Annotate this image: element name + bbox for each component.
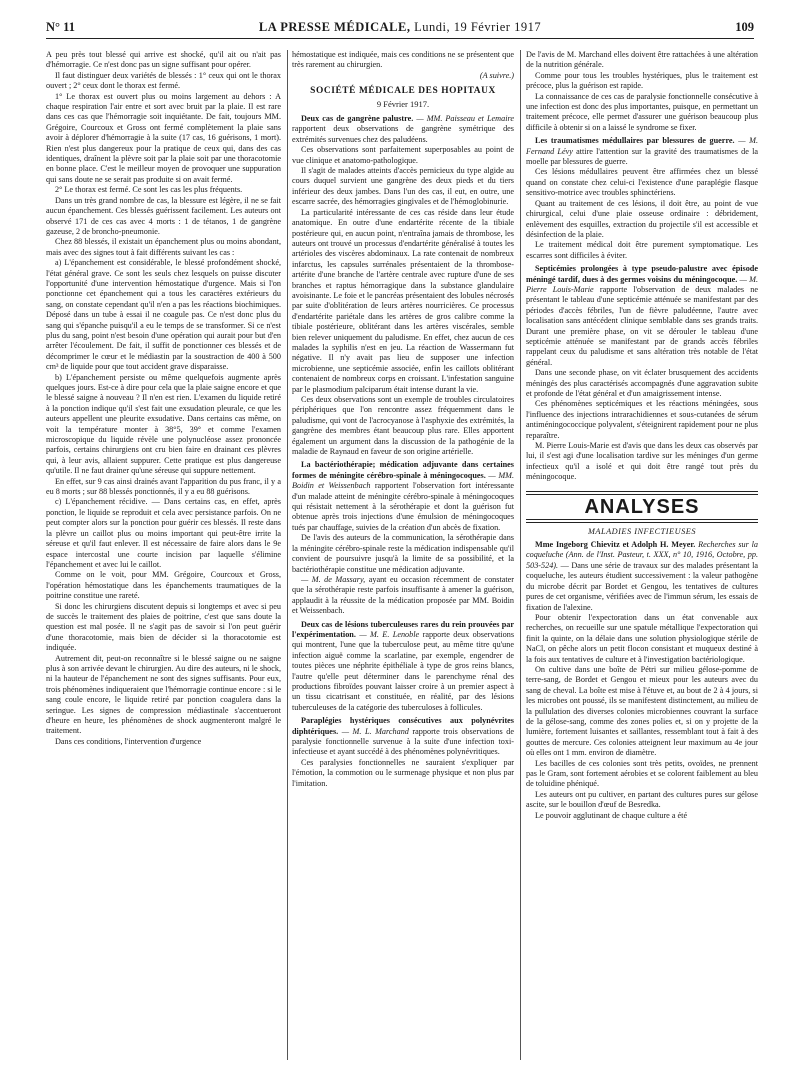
article-paragraph [526, 264, 758, 368]
paragraph: Dans ces conditions, l'intervention d'urgence [55, 736, 202, 746]
paragraph: Quant au traitement de ces lésions, il doit être, au point de vue chirurgical, celui d'une plaie osseuse ordinaire : débridement, enlèvement des esquilles, extraction du projectile s'il est accessible et désinfection de la plaie. [526, 198, 758, 239]
journal-title: LA PRESSE MÉDICALE, [258, 20, 411, 34]
paragraph: Autrement dit, peut-on reconnaître si le blessé saigne ou ne saigne plus à son arrivée devant le chirurgien. Au dire des auteurs, ni le shock, ni la hauteur de l'épanchement ne sont des signes suffisants. Pour eux, trois phénomènes indiqueraient que l'hémorragie continue encore : si le sang coule encore, le liquide retiré par ponction coagulera dans la seringue. Les signes de compression médiastinale s'accentueront d'heure en heure, les phénomènes de shock augmenteront malgré le traitement. [46, 653, 281, 736]
paragraph: Ces lésions médullaires peuvent être affirmées chez un blessé quand on constate chez celui-ci l'existence d'une paraplégie flasque sensitivo-motrice avec troubles sphinctériens. [526, 167, 758, 198]
paragraph: De l'avis de M. Marchand elles doivent être rattachées à une altération de la nutrition générale. [526, 50, 758, 70]
paragraph: Ces deux observations sont un exemple de troubles circulatoires périphériques que l'on rencontre assez fréquemment dans le paludisme, qui vont de l'acrocyanose à l'asphyxie des extrémités, la gangrène des membres étant beaucoup plus rare. Elles apportent également un argument dans la discussion de la pathogénie de la maladie de Raynaud en faveur de son origine artérielle. [292, 395, 514, 457]
article-paragraph [292, 460, 514, 533]
issue-number: N° 11 [46, 20, 75, 34]
text: attire l'attention sur la gravité des traumatismes de la moelle par blessures de guerre. [526, 146, 758, 167]
article-title: Paraplégies hystériques consécutives aux polynévrites diphtériques. [292, 716, 514, 736]
paragraph: c) L'épanchement récidive. — Dans certains cas, en effet, après ponction, le liquide se reproduit et cela avec persistance parfois. On ne peut compter alors sur la ponction pour guérir ces blessés. Il reste dans la plèvre un caillot plus ou moins important qui peut-être irrite la séreuse et qu'il faut enlever. Il est nécessaire de faire alors dans le 9e espace intercostal une courte incision par laquelle s'élimine l'épanchement et avec lui le caillot. [46, 497, 281, 569]
paragraph: Ces observations sont parfaitement superposables au point de vue clinique et anatomo-pathologique. [292, 145, 514, 165]
paragraph: Chez 88 blessés, il existait un épanchement plus ou moins abondant, mais avec des signes tout à fait différents suivant les cas : [46, 237, 281, 257]
article-paragraph [526, 540, 758, 613]
paragraph: a) L'épanchement est considérable, le blessé profondément shocké, l'état général grave. Ce sont les seuls chez lesquels on puisse discuter l'opportunité d'une intervention hémostatique d'urgence. Mais si l'on ponctionne cet épanchement qui a tous les caractères extérieurs du sang, on constate cependant qu'il n'en a pas les réactions biochimiques. Déposé dans un tube à essai il ne coagule pas. Ce n'est donc plus du sang qui s'épanche puisqu'il a eu le temps de se transformer. Si ce n'est plus du sang, point n'est besoin d'une opération qui aurait pour but d'en arrêter l'écoulement. De fait, il suffit de ponctionner ces blessés et de décomprimer le cœur et le médiastin par la soustraction de 400 à 500 cm³ de liquide pour que tout accident grave disparaisse. [46, 258, 281, 372]
article-paragraph [292, 575, 514, 617]
paragraph: A peu près tout blessé qui arrive est shocké, qu'il ait ou n'ait pas d'hémorragie. Ce n'est donc pas un signe suffisant pour opérer. [46, 50, 281, 70]
paragraph: La particularité intéressante de ces cas réside dans leur étude anatomique. En outre d'une endartérite récente de la tibiale postérieure qui, en aucun point, n'entraîna jamais de thrombose, les auteurs ont trouvé un processus d'endartérite généralisé à toutes les artérioles des viscères abdominaux. La rate contenait de nombreux infarctus, les capsules surrénales présentaient de la thrombose-artérite d'une branche de l'artère centrale avec rupture d'une de ses branches et raptus hémorragique dans la substance glandulaire avoisinante. Le foie et le pancréas présentaient des lobules nécrosés par suite d'oblitération de leurs artères nourricières. Ce processus d'endartérite pariétale dans les artères de gros calibre comme la tibiale postérieure, oblitérant dans les artères viscérales, semble bien relever uniquement du paludisme. En effet, chez aucun de ces malades la syphilis n'est en jeu. La réaction de Wassermann fut négative. Il n'y avait pas lieu de supposer une infection microbienne, une septicémie associée, enfin les caillots oblitérant contenaient de nombreux corps en croissant. L'infestation sanguine par le plasmodium palciparum était intense durant la vie. [292, 207, 514, 394]
text: ayant eu occasion récemment de constater que la sérothérapie reste parfois insuffisante à amener la guérison, applaudit à la réussite de la médication proposée par MM. Boidin et Weissenbach. [292, 574, 514, 616]
article-authors: — MM. Paisseau et Lemaire [413, 114, 514, 124]
paragraph: hémostatique est indiquée, mais ces conditions ne se présentent que très rarement au chirurgien. [292, 50, 514, 70]
article-authors: — M. de Massary, [301, 574, 366, 584]
article-paragraph [292, 620, 514, 714]
paragraph: Pour obtenir l'expectoration dans un état convenable aux recherches, on recueille sur une spatule métallique l'expectoration qui finit la quinte, on la délaie dans une solution physiologique stérile de NaCl, on pêche alors un petit flocon consistant et muqueux destiné à la fois aux tentatives de culture et à l'investigation bactériologique. [526, 612, 758, 664]
to-be-continued: (A suivre.) [479, 70, 514, 80]
text: rapporte trois observations de paralysie fonctionnelle survenue à la suite d'une infection toxi-infectieuse et ayant succédé à des phénomènes polynévritiques. [292, 726, 514, 757]
article-paragraph [526, 136, 758, 167]
article-paragraph [292, 716, 514, 758]
analyses-banner [526, 491, 758, 523]
subsection-title: MALADIES INFECTIEUSES [588, 526, 696, 536]
paragraph: 1° Le thorax est ouvert plus ou moins largement au dehors : A chaque respiration l'air entre et sort avec bruit par la plaie. Il est rare dans ces cas que l'hémorragie soit inquiétante. De fait, toujours MM. Grégoire, Courcoux et Gross ont fermé complètement la plaie sans avoir à déplorer d'hémorragie à la suite (17 cas, 16 guérisons, 1 mort). Rien n'est plus dangereux pour la pratique de ceux qui, dans des cas identiques, draînent la plèvre soit par la plaie soit par une thoracotomie en bonne place. C'est le meilleur moyen de provoquer une suppuration qui sans doute ne se serait pas produite si on avait fermé. [46, 91, 281, 184]
paragraph: Comme pour tous les troubles hystériques, plus le traitement est précoce, plus la guérison est rapide. [526, 70, 758, 91]
column-divider [287, 50, 288, 1060]
issue-date: Lundi, 19 Février 1917 [410, 20, 542, 34]
paragraph: Ces phénomènes septicémiques et les réactions méningées, sous l'influence des injections intrarachidiennes et sous-cutanées de sérum antiméningococcique polyvalent, s'éteignirent rapidement pour ne plus reparaître. [526, 399, 758, 440]
paragraph: Si donc les chirurgiens discutent depuis si longtemps et avec si peu de succès le traitement des plaies de poitrine, c'est que sans doute la question est mal posée. Il ne s'agit pas de savoir si l'on peut guérir d'une thoracotomie, mais bien de décider si la thoracotomie est indiquée. [46, 601, 281, 653]
article-paragraph [292, 114, 514, 145]
text: rapportent deux observations de gangrène symétrique des extrémités survenues chez des paludéens. [292, 124, 514, 144]
article-title: Deux cas de gangrène palustre. [301, 114, 414, 124]
text: rapporte l'observation de deux malades ne présentant le tableau d'une septicémie atténuée se manifestant par des périodes d'accès fébriles, l'un de fièvre paludéenne, l'autre avec localisation sans antécédent clinique semblable dans ses grands traits. Durant une première phase, on vit se dérouler le tableau d'une septicémie atténuée se manifestant par de grands accès fébriles rappelant ceux du paludisme et sans altération très notable de l'état général. [526, 284, 758, 367]
article-authors: — M. Pierre Louis-Marie [526, 274, 758, 294]
article-authors: Mme Ingeborg Chievitz et Adolph H. Meyer. [535, 540, 696, 550]
running-head [46, 20, 754, 39]
paragraph: b) L'épanchement persiste ou même quelquefois augmente après quelques jours. Est-ce à dire pour cela que la plaie saigne encore et que le blessé saigne à nouveau ? Il n'en est rien. L'examen du liquide retiré à la ponction indique qu'il s'est fait une exsudation pleurale, ce que les auteurs appellent une pleurite exsudative. Dans certains cas même, on voit la température monter à 38°5, 39° et comme l'examen microscopique du liquide révèle une polynucléose assez prononcée parfois, certains chirurgiens ont cru bien faire en drainant ces plèvres qui, à leur avis, allaient suppurer. Cette pratique est plus dangereuse qu'utile. Il ne faut drainer qu'une séreuse qui suppure nettement. [46, 372, 281, 476]
article-title: Septicémies prolongées à type pseudo-palustre avec épisode méningé tardif, dues à des germes voisins du méningocoque. [526, 264, 758, 284]
article-title: La bactériothérapie; médication adjuvante dans certaines formes de méningite cérébro-spinale à méningocoques. [292, 460, 514, 480]
section-date: 9 Février 1917. [376, 98, 430, 109]
paragraph: Les auteurs ont pu cultiver, en partant des cultures pures sur gélose ascite, sur le bouillon d'œuf de Besredka. [526, 789, 758, 810]
column-divider [520, 50, 521, 1060]
paragraph: M. Pierre Louis-Marie est d'avis que dans les deux cas observés par lui, il s'est agi d'une localisation tardive sur les méninges d'un germe infectieux qu'il a isolé et qui doit être rangé tout près du méningocoque. [526, 441, 758, 482]
article-authors: — MM. Boidin et Weissenbach [292, 470, 514, 491]
paragraph: On cultive dans une boîte de Pétri sur milieu gélose-pomme de terre-sang, de Bordet et Gengou et mieux pour les auteurs avec du sang de cheval. La boîte est mise à l'étuve et, au bout de 2 à 4 jours, si les microbes ont poussé, ils se manifestent distinctement, au milieu de la pullulation des diverses colonies microbiennes couvrant la surface de la gélose-sang, comme des zones polies et, si on y projette de la lumière, fortement luisantes et saillantes, ressemblant tout à fait à des gouttes de mercure. Ces colonies atteignent leur maximum au 4e jour où elles ont 1 mm. environ de diamètre. [526, 664, 758, 758]
column-left [46, 50, 281, 1072]
article-authors: — M. L. Marchand [338, 726, 409, 736]
analyses-heading: ANALYSES [526, 494, 758, 520]
paragraph: La connaissance de ces cas de paralysie fonctionnelle consécutive à une infection est donc des plus importantes, puisque, en permettant un traitement précoce, elle permet d'assurer une guérison beaucoup plus difficile à obtenir si on a laissé le syndrome se fixer. [526, 91, 758, 132]
paragraph: 2° Le thorax est fermé. Ce sont les cas les plus fréquents. [55, 185, 243, 195]
paragraph: En effet, sur 9 cas ainsi drainés avant l'apparition du pus franc, il y a eu 8 morts ; sur 88 blessés ponctionnés, il y a eu 88 guérisons. [46, 476, 281, 497]
paragraph: Il s'agit de malades atteints d'accès pernicieux du type algide au cours duquel survient une gangrène des deux pieds et du tiers inférieur des deux jambes. Dans l'un des cas, il eut, en outre, une escarre sacrée, des hémorragies gingivales et de l'hémoglobinurie. [292, 166, 514, 207]
paragraph: Ces paralysies fonctionnelles ne sauraient s'expliquer par l'émotion, la commotion ou le surmenage physique et non plus par l'imitation. [292, 757, 514, 788]
paragraph: Le traitement médical doit être purement symptomatique. Les escarres sont difficiles à éviter. [526, 240, 758, 260]
paragraph: De l'avis des auteurs de la communication, la sérothérapie dans la méningite cérébro-spinale reste la médication indispensable qu'il convient de poursuivre jusqu'à la limite de sa possibilité, et la bactériothérapie constitue une médication adjuvante. [292, 533, 514, 574]
journal-title-line [46, 20, 754, 35]
text: rapportent l'observation fort intéressante d'un malade atteint de méningite cérébro-spinale à méningocoques qui résistait nettement à la sérothérapie et dont la guérison fut obtenue après trois injections d'une émulsion de méningocoques tués par chauffage, suivies de la création d'un abcès de fixation. [292, 481, 514, 532]
paragraph: Les bacilles de ces colonies sont très petits, ovoïdes, ne prennent pas le Gram, sont fortement aérobies et se colorent faiblement au bleu de toluidine phéniqué. [526, 758, 758, 789]
paragraph: Le pouvoir agglutinant de chaque culture a été [535, 810, 688, 820]
text: — Dans une série de travaux sur des malades présentant la coqueluche, les auteurs étudient successivement : la valeur pathogène du microbe décrit par Bordet et Gengou, les tentatives de cultures pures de cet organisme, vérifiées avec de l'immun sérum, les essais de fixation de l'alexine. [526, 560, 758, 612]
paragraph: Dans une seconde phase, on vit éclater brusquement des accidents méningés des plus caractérisés accompagnés d'une aggravation subite et profonde de l'état général et d'un amaigrissement intense. [526, 368, 758, 398]
column-middle [292, 50, 514, 1072]
text: rapporte deux observations qui montrent, l'une que la tuberculose peut, au même titre qu'une infection aiguë comme la scarlatine, par exemple, engendrer de toutes pièces une néphrite épithéliale à type de gros reins blancs, l'autre qu'elle peut déterminer dans le parenchyme rénal des productions fibroïdes pouvant laisser croire à un premier aspect à un tissu cicatrisant et constituée, en réalité, par des lésions tuberculeuses de la catégorie des tuberculoses à follicules. [292, 629, 514, 712]
section-title: SOCIÉTÉ MÉDICALE DES HOPITAUX [310, 86, 496, 97]
paragraph: Il faut distinguer deux variétés de blessés : 1° ceux qui ont le thorax ouvert ; 2° ceux dont le thorax est fermé. [46, 70, 281, 91]
page-number: 109 [735, 20, 754, 34]
column-right [526, 50, 758, 1072]
article-authors: — M. E. Lenoble [355, 629, 420, 639]
paragraph: Comme on le voit, pour MM. Grégoire, Courcoux et Gross, l'opération hémostatique dans les épanchements traumatiques de la poitrine constitue une rareté. [46, 570, 281, 601]
article-authors: — M. Fernand Lévy [526, 136, 758, 156]
article-title: Les traumatismes médullaires par blessures de guerre. [535, 136, 735, 146]
article-reference: Recherches sur la coqueluche (Ann. de l'Inst. Pasteur, t. XXX, n° 10, 1916, Octobre, pp. 503-524). [526, 540, 758, 570]
article-title: Deux cas de lésions tuberculeuses rares du rein prouvées par l'expérimentation. [292, 619, 514, 639]
paragraph: Dans un très grand nombre de cas, la blessure est légère, il ne se fait aucun épanchement. Ces blessés guérissent facilement. Les auteurs ont observé 171 de ces cas avec 4 morts : 1 de tétanos, 1 de gangrène gazeuse, 2 de broncho-pneumonie. [46, 195, 281, 236]
